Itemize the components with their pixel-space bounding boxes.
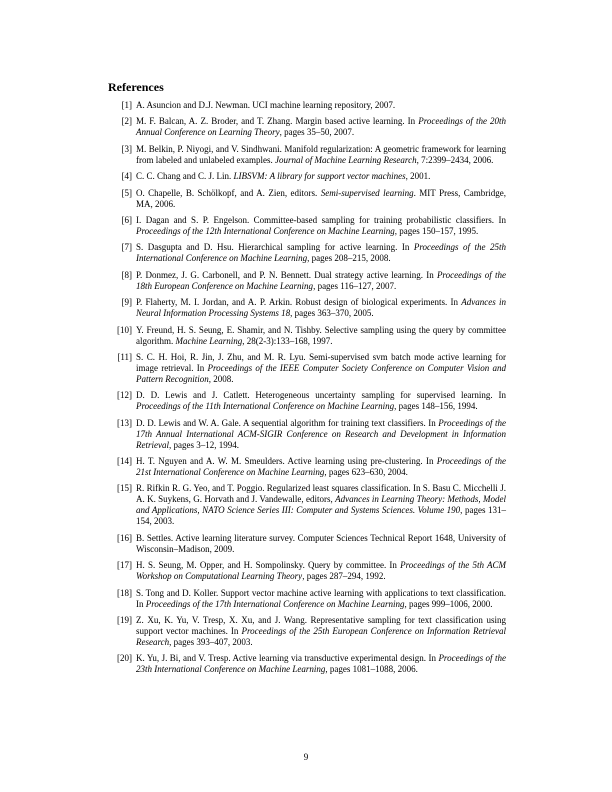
reference-segment: , pages 287–294, 1992. (302, 571, 386, 582)
reference-text (136, 418, 506, 450)
reference-number: [8] (121, 269, 132, 280)
reference-venue: Proceedings of the 25th European Conference on Information Retrieval Research (136, 626, 506, 648)
reference-segment: , pages 393–407, 2003. (169, 637, 253, 648)
reference-text (136, 171, 430, 181)
reference-segment: H. T. Nguyen and A. W. M. Smeulders. Active learning using pre-clustering. In (136, 456, 437, 467)
reference-venue: Machine Learning (175, 335, 243, 346)
reference-segment: S. C. H. Hoi, R. Jin, J. Zhu, and M. R. Lyu. Semi-supervised svm batch mode active learning for image retrieval. In (136, 351, 506, 373)
reference-segment: I. Dagan and S. P. Engelson. Committee-based sampling for training probabilistic classifiers. In (136, 214, 506, 225)
reference-item (110, 242, 506, 264)
reference-segment: A. Asuncion and D.J. Newman. UCI machine learning repository, 2007. (136, 100, 396, 110)
reference-item (110, 325, 506, 347)
reference-segment: , pages 999–1006, 2000. (404, 598, 493, 609)
reference-item (110, 653, 506, 675)
reference-text (136, 456, 506, 477)
reference-segment: , 7:2399–2434, 2006. (416, 154, 494, 165)
reference-venue: Advances in Learning Theory: Methods, Model and Applications, NATO Science Series III: Computer and Systems Sciences. Volume 190 (136, 494, 506, 516)
reference-segment: O. Chapelle, B. Schölkopf, and A. Zien, editors. (136, 187, 321, 198)
reference-number: [9] (121, 297, 132, 308)
reference-item (110, 615, 506, 648)
reference-segment: D. D. Lewis and W. A. Gale. A sequential algorithm for training text classifiers. In (136, 417, 439, 428)
reference-text (136, 297, 506, 318)
reference-segment: M. F. Balcan, A. Z. Broder, and T. Zhang. Margin based active learning. In (136, 116, 419, 127)
reference-segment: S. Dasgupta and D. Hsu. Hierarchical sampling for active learning. In (136, 242, 414, 253)
reference-venue: Semi-supervised learning (320, 187, 414, 198)
reference-item (110, 215, 506, 237)
section-heading: References (108, 80, 164, 94)
reference-segment: P. Donmez, J. G. Carbonell, and P. N. Bennett. Dual strategy active learning. In (136, 269, 437, 280)
reference-segment: , pages 148–156, 1994. (394, 401, 478, 412)
reference-venue: Proceedings of the 17th Annual International ACM-SIGIR Conference on Research and Development in Information Retrieval (136, 417, 506, 450)
reference-segment: , 2001. (405, 171, 431, 182)
reference-segment: S. Tong and D. Koller. Support vector machine active learning with applications to text classification. In (136, 587, 506, 609)
reference-segment: , pages 150–157, 1995. (394, 225, 479, 236)
reference-text (136, 588, 506, 609)
reference-item (110, 588, 506, 610)
reference-segment: K. Yu, J. Bi, and V. Tresp. Active learning via transductive experimental design. In (136, 653, 439, 664)
reference-segment: , pages 363–370, 2005. (290, 308, 374, 319)
reference-segment: , pages 208–215, 2008. (307, 253, 391, 264)
reference-venue: Proceedings of the 12th International Conference on Machine Learning (136, 225, 395, 236)
reference-number: [13] (117, 417, 132, 428)
reference-venue: Proceedings of the IEEE Computer Society Conference on Computer Vision and Pattern Recognition (136, 362, 506, 384)
reference-segment: R. Rifkin R. G. Yeo, and T. Poggio. Regularized least squares classification. In S. Basu C. Micchelli J. A. K. Suykens, G. Horvath and J. Vandewalle, editors, (136, 483, 506, 505)
reference-venue: Advances in Neural Information Processing Systems 18 (136, 297, 507, 319)
reference-segment: . MIT Press, Cambridge, MA, 2006. (136, 187, 507, 209)
reference-segment: , pages 35–50, 2007. (279, 127, 355, 138)
reference-segment: , pages 623–630, 2004. (324, 467, 408, 478)
reference-text (136, 270, 506, 291)
reference-number: [18] (117, 587, 132, 598)
reference-list (110, 100, 506, 681)
reference-venue: Proceedings of the 11th International Conference on Machine Learning (136, 401, 395, 412)
reference-number: [19] (117, 615, 132, 626)
reference-text (136, 144, 506, 165)
reference-item (110, 390, 506, 412)
reference-segment: Y. Freund, H. S. Seung, E. Shamir, and N. Tishby. Selective sampling using the query by committee algorithm. (136, 324, 506, 346)
reference-segment: , pages 116–127, 2007. (313, 280, 397, 291)
reference-number: [6] (121, 214, 132, 225)
reference-segment: , pages 1081–1088, 2006. (325, 664, 418, 675)
reference-item (110, 144, 506, 166)
page-number: 9 (303, 752, 309, 762)
reference-segment: D. D. Lewis and J. Catlett. Heterogeneous uncertainty sampling for supervised learning. In (136, 390, 506, 401)
reference-venue: Proceedings of the 5th ACM Workshop on Computational Learning Theory (136, 560, 506, 582)
reference-venue: Proceedings of the 18th European Conference on Machine Learning (136, 269, 506, 291)
reference-segment: , 28(2-3):133–168, 1997. (242, 335, 333, 346)
reference-text (136, 325, 506, 346)
reference-segment: , 2008. (208, 373, 234, 384)
reference-number: [7] (121, 242, 132, 253)
reference-item (110, 483, 506, 527)
reference-number: [11] (117, 351, 132, 362)
reference-text (136, 116, 506, 137)
reference-number: [12] (117, 390, 132, 401)
reference-item (110, 297, 506, 319)
reference-number: [3] (121, 143, 132, 154)
reference-text (136, 483, 506, 526)
reference-number: [15] (117, 483, 132, 494)
reference-venue: Proceedings of the 17th International Conference on Machine Learning (145, 598, 405, 609)
reference-segment: Z. Xu, K. Yu, V. Tresp, X. Xu, and J. Wang. Representative sampling for text classification using support vector machines. In (136, 615, 506, 637)
reference-venue: Proceedings of the 23th International Conference on Machine Learning (136, 653, 506, 675)
reference-number: [4] (121, 171, 132, 182)
reference-item (110, 352, 506, 385)
reference-text (136, 242, 506, 263)
reference-item (110, 560, 506, 582)
reference-segment: C. C. Chang and C. J. Lin. (136, 171, 234, 182)
reference-segment: P. Flaherty, M. I. Jordan, and A. P. Arkin. Robust design of biological experiments. In (136, 297, 462, 308)
reference-item (110, 116, 506, 138)
reference-venue: LIBSVM: A library for support vector machines (233, 171, 406, 182)
reference-segment: , pages 131–154, 2003. (136, 505, 506, 527)
reference-item (110, 100, 506, 111)
reference-number: [20] (117, 653, 132, 664)
reference-number: [14] (117, 456, 132, 467)
reference-text (136, 533, 506, 554)
reference-text (136, 390, 506, 411)
reference-text (136, 560, 506, 581)
reference-number: [16] (117, 532, 132, 543)
reference-segment: B. Settles. Active learning literature survey. Computer Sciences Technical Report 1648, University of Wisconsin–Madison, 2009. (136, 532, 506, 554)
reference-item (110, 533, 506, 555)
reference-text (136, 615, 506, 647)
reference-text (136, 100, 395, 110)
reference-item (110, 171, 506, 182)
reference-venue: Journal of Machine Learning Research (274, 154, 417, 165)
reference-venue: Proceedings of the 25th International Conference on Machine Learning (136, 242, 506, 264)
reference-text (136, 188, 506, 209)
reference-segment: M. Belkin, P. Niyogi, and V. Sindhwani. Manifold regularization: A geometric framework for learning from labeled and unlabeled examples. (136, 143, 506, 165)
reference-venue: Proceedings of the 20th Annual Conference on Learning Theory (136, 116, 506, 138)
reference-number: [1] (121, 100, 132, 110)
reference-segment: H. S. Seung, M. Opper, and H. Sompolinsky. Query by committee. In (136, 560, 401, 571)
reference-segment: , pages 3–12, 1994. (169, 439, 239, 450)
reference-number: [2] (121, 116, 132, 127)
reference-text (136, 352, 506, 384)
reference-number: [5] (121, 187, 132, 198)
reference-number: [10] (117, 324, 132, 335)
reference-number: [17] (117, 560, 132, 571)
reference-venue: Proceedings of the 21st International Conference on Machine Learning (136, 456, 506, 478)
reference-item (110, 270, 506, 292)
reference-item (110, 188, 506, 210)
reference-item (110, 456, 506, 478)
reference-text (136, 653, 506, 674)
reference-item (110, 418, 506, 451)
reference-text (136, 215, 506, 236)
